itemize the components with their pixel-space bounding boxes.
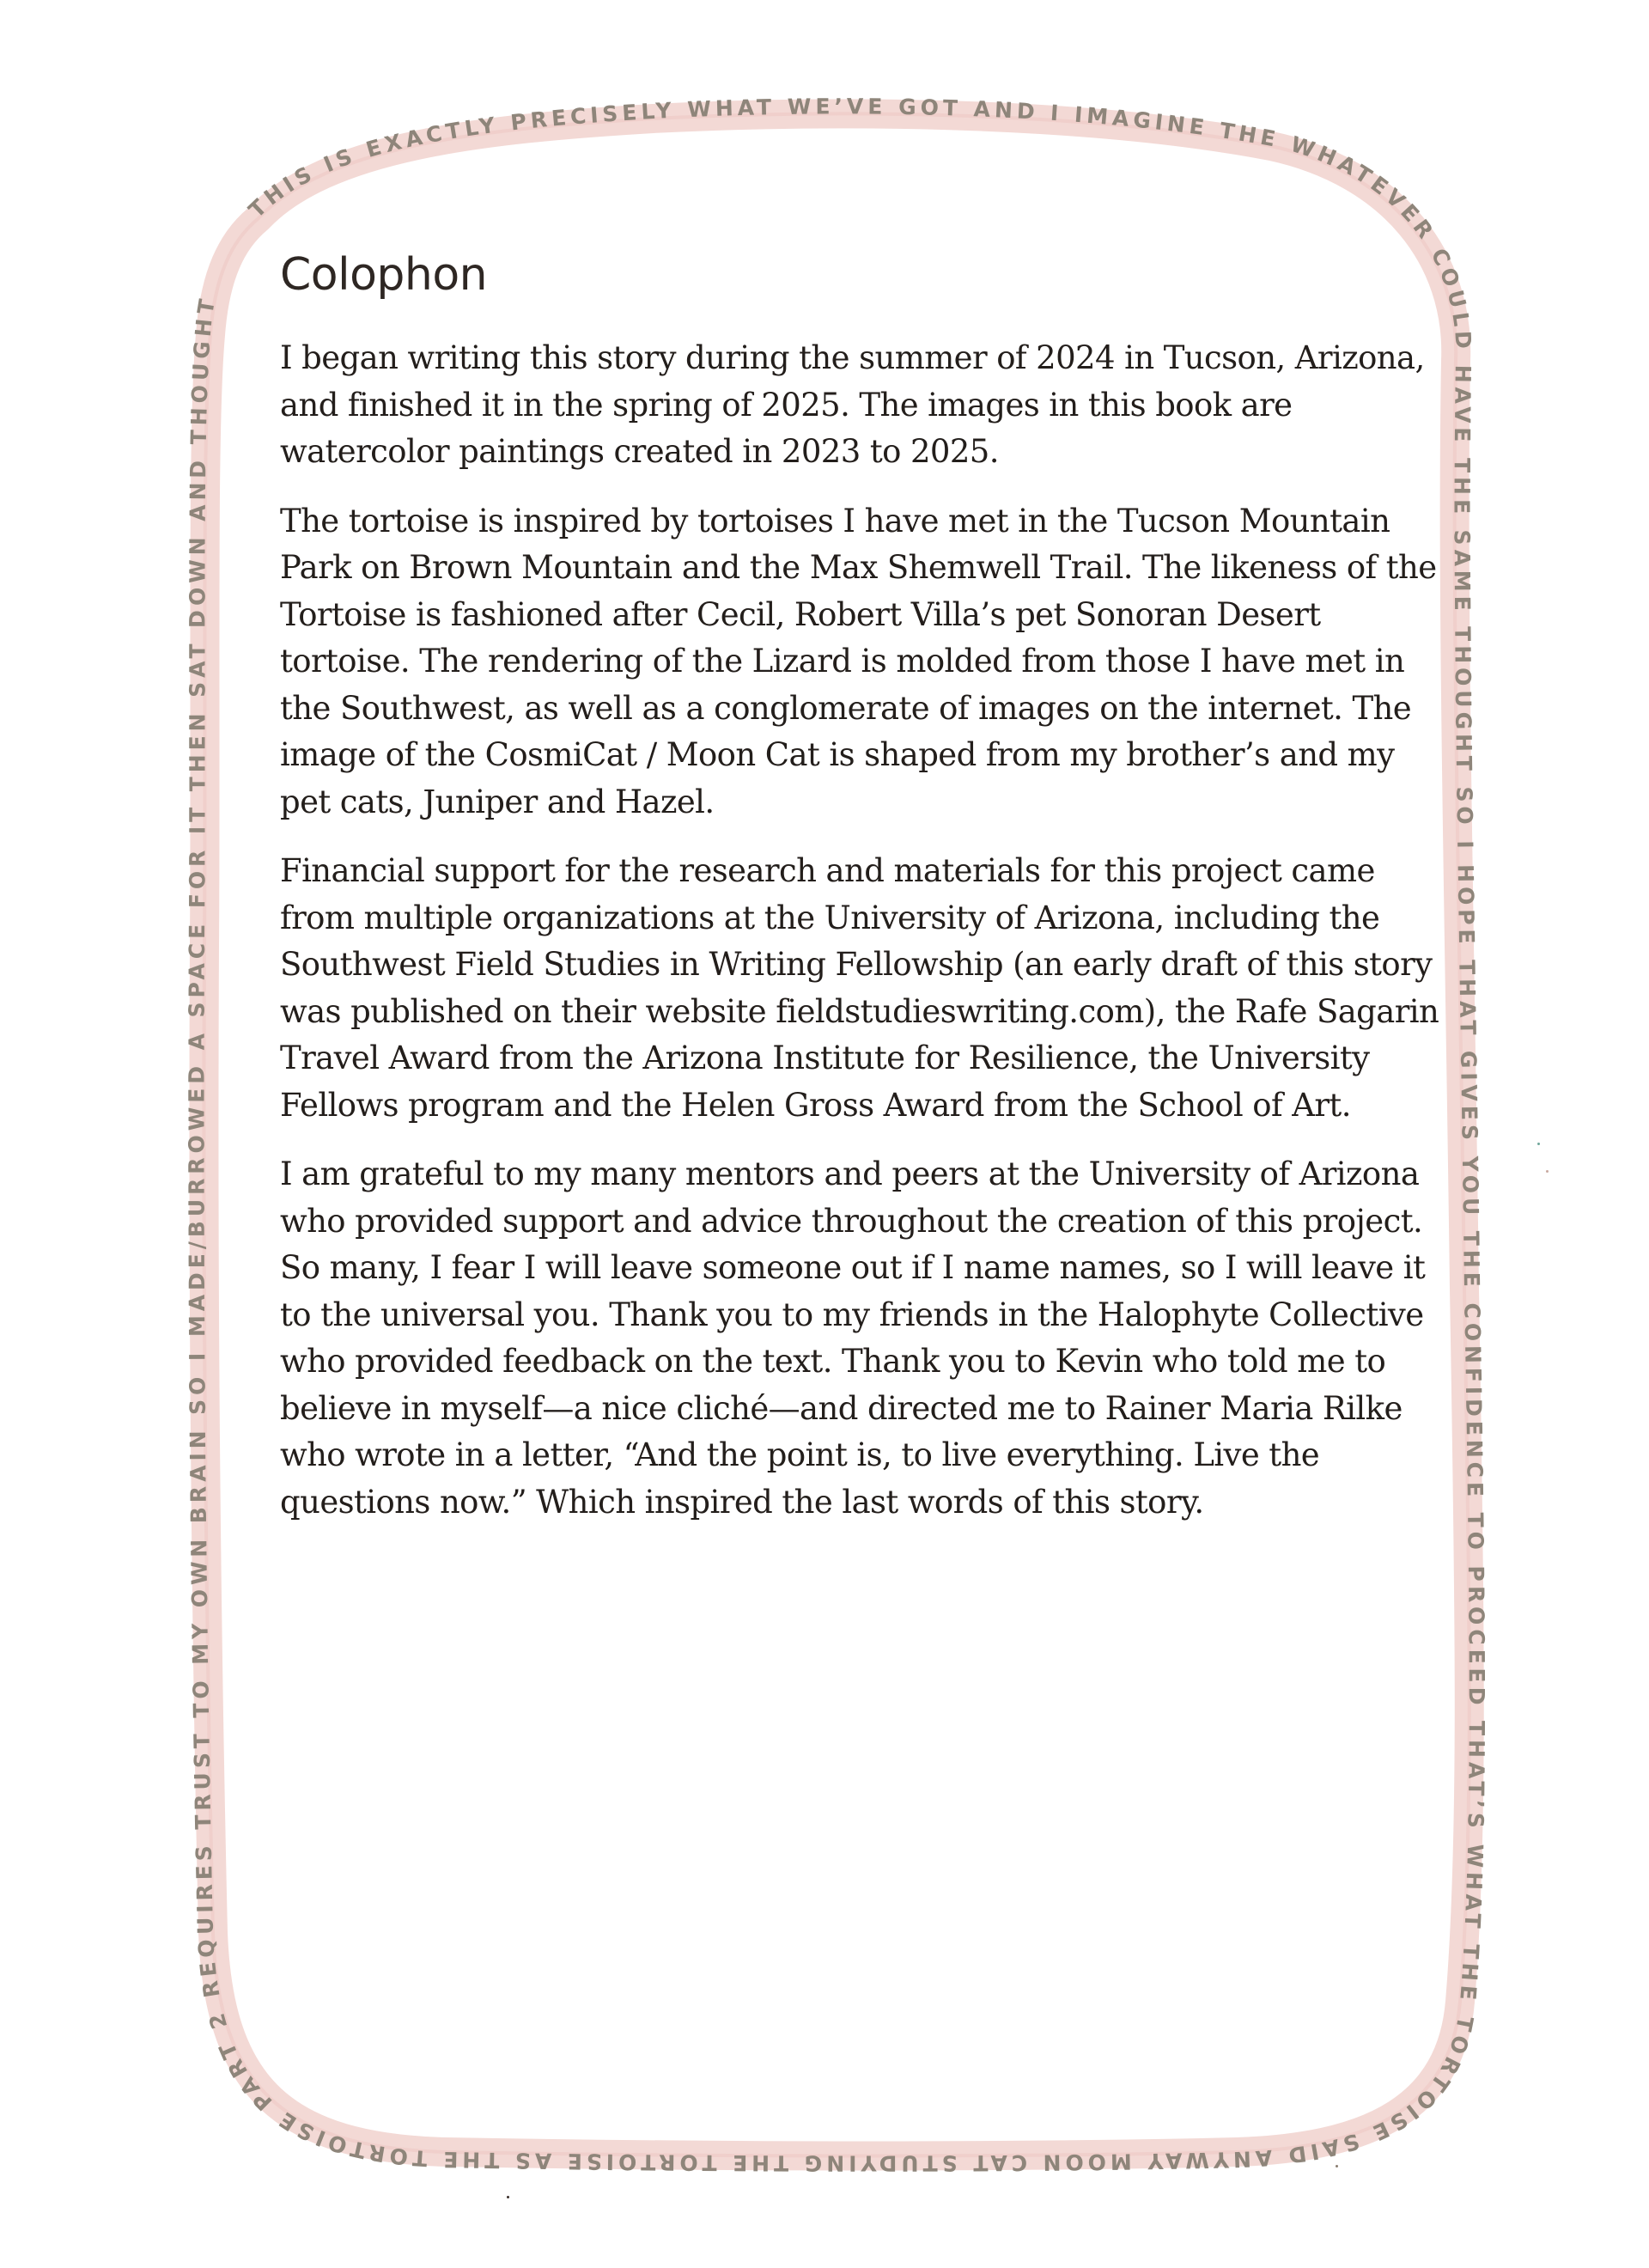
paint-speck [507,2196,509,2198]
paragraph-acknowledgements: I am grateful to my many mentors and peers at the University of Arizona who provided support and advice throughout the creation of this project. So many, I fear I will leave someone out if I name names, so I will leave it to the universal you. Thank you to my friends in the Halophyte Collective who provided feedback on the text. Thank you to Kevin who told me to believe in myself—a nice cliché—and directed me to Rainer Maria Rilke who wrote in a letter, “And the point is, to live everything. Live the questions now.” Which inspired the last words of this story. [280,1155,1426,1521]
paint-speck [1537,1143,1540,1145]
paint-speck [1546,1170,1549,1173]
page-title: Colophon [280,249,488,301]
paragraph-inspiration: The tortoise is inspired by tortoises I have met in the Tucson Mountain Park on Brown Mountain and the Max Shemwell Trail. The likeness of the Tortoise is fashioned after Cecil, Robert Villa’s pet Sonoran Desert tortoise. The rendering of the Lizard is molded from those I have met in the Southwest, as well as a conglomerate of images on the internet. The image of the CosmiCat / Moon Cat is shaped from my brother’s and my pet cats, Juniper and Hazel. [280,502,1437,820]
colophon-content [280,249,1448,1548]
border-lettering-text: THIS IS EXACTLY PRECISELY WHAT WE’VE GOT AND I IMAGINE THE WHATEVER COULD HAVE THE SAME THOUGHT SO I HOPE THAT GIVES YOU THE CONFIDENCE TO PROCEED THAT’S WHAT THE TORTOISE SAID ANYWAY MOON CAT STUDYING THE TORTOISE AS THE TORTOISE PART 2 REQUIRES TRUST TO MY OWN BRAIN SO I MADE/BURROWED A SPACE FOR IT THEN SAT DOWN AND THOUGHT [184,94,1489,2176]
paragraph-funding: Financial support for the research and materials for this project came from multiple organizations at the University of Arizona, including the Southwest Field Studies in Writing Fellowship (an early draft of this story was published on their website fieldstudieswriting.com), the Rafe Sagarin Travel Award from the Arizona Institute for Resilience, the University Fellows program and the Helen Gross Award from the School of Art. [280,852,1439,1124]
paragraph-origin: I began writing this story during the summer of 2024 in Tucson, Arizona, and finished it in the spring of 2025. The images in this book are watercolor paintings created in 2023 to 2025. [280,339,1425,470]
paint-speck [1336,2165,1338,2167]
